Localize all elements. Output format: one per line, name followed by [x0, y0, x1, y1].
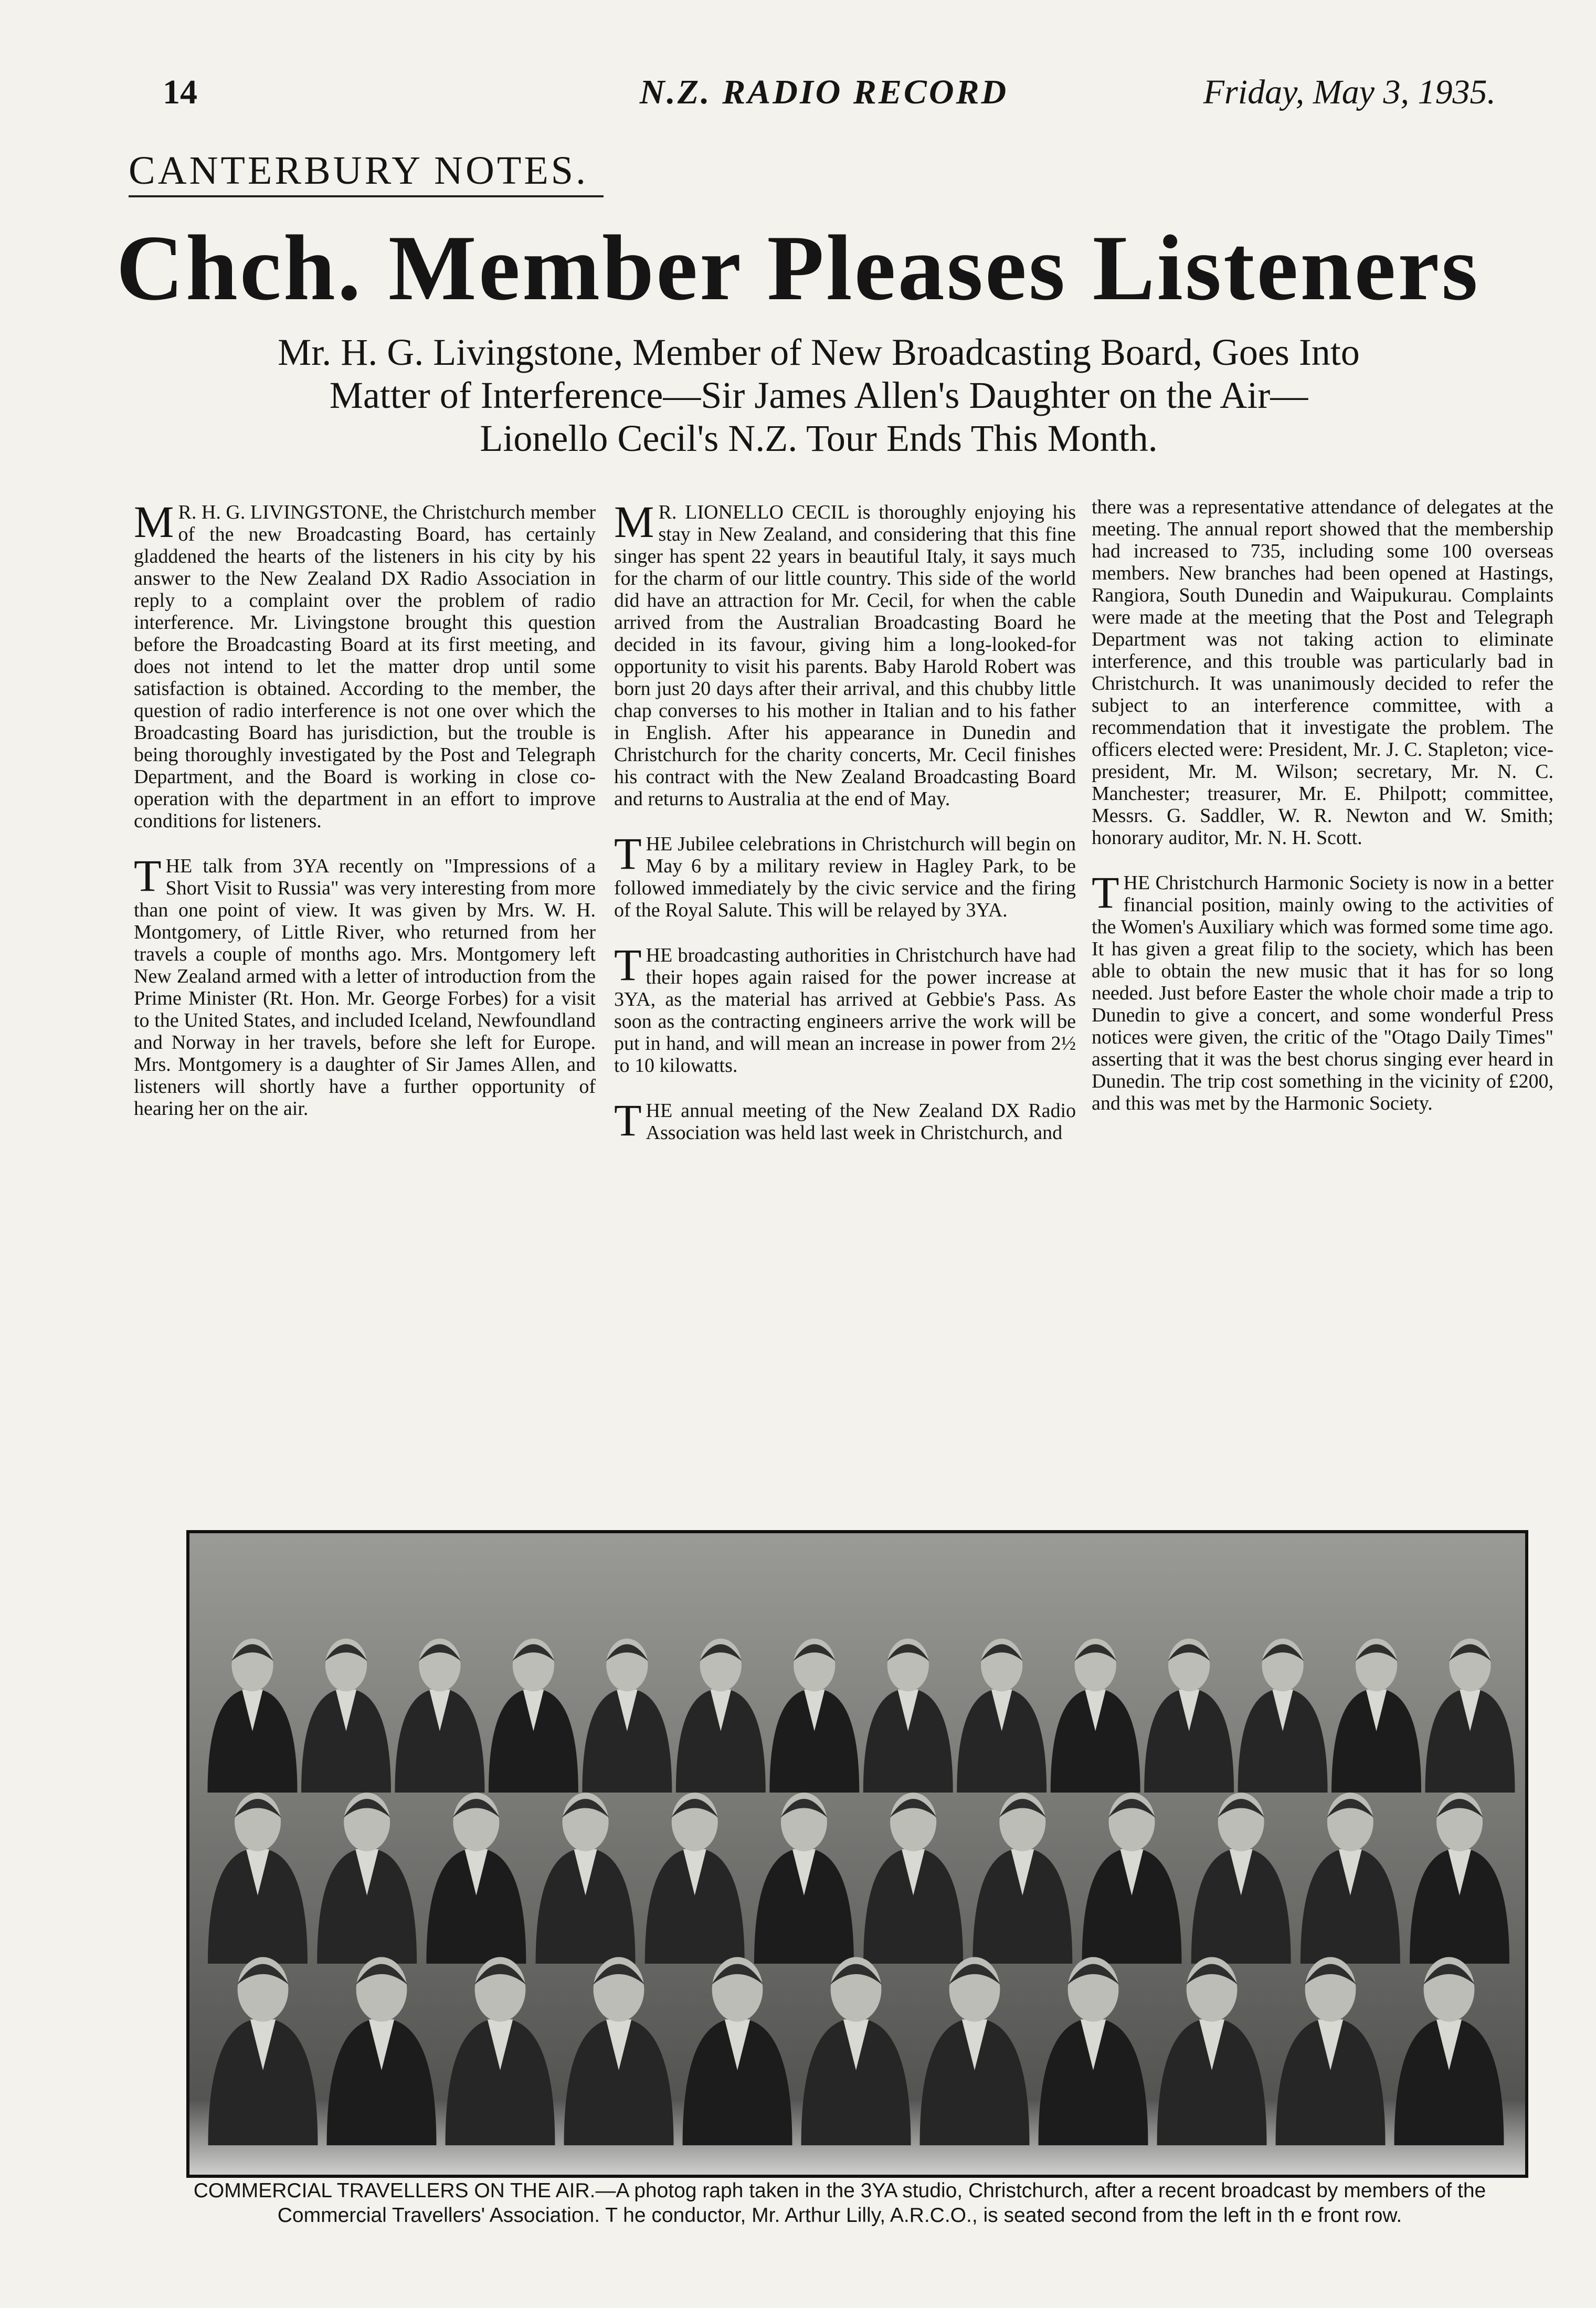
article-text: R. LIONELLO CECIL is thoroughly enjoying his stay in New Zealand, and considering that this fine singer has spent 22 years in beautiful Italy, it says much for the charm of our little country. This side of the world did have an attraction for Mr. Cecil, for when the cable arrived from the Australian Broadcasting Board he decided in its favour, giving him a long-looked-for opportunity to visit his parents. Baby Harold Robert was born just 20 days after their arrival, and this chubby little chap converses to his mother in Italian and to his father in English. After his appearance in Dunedin and Christchurch for the charity concerts, Mr. Cecil finishes his contract with the New Zealand Broadcasting Board and returns to Australia at the end of May. [614, 501, 1076, 810]
drop-cap: T [134, 850, 162, 901]
publication-name: N.Z. RADIO RECORD [639, 73, 1009, 111]
article-text: HE Jubilee celebrations in Christchurch will begin on May 6 by a military review in Hagley Park, to be followed immediately by the civic service and the firing of the Royal Salute. This will be relayed by 3YA. [614, 833, 1076, 921]
article-text: HE Christchurch Harmonic Society is now in a better financial position, mainly owing to the activities of the Women's Auxiliary which was formed some time ago. It has given a great filip to the society, which has been able to obtain the new music that it has for so long needed. Just before Easter the whole choir made a trip to Dunedin to give a concert, and some wonderful Press notices were given, the critic of the "Otago Daily Times" asserting that it was the best chorus singing ever heard in Dunedin. The trip cost something in the vicinity of £200, and this was met by the Harmonic Society. [1092, 872, 1553, 1114]
article-dx-meeting-continued [1092, 496, 1553, 849]
article-harmonic-society [1092, 867, 1553, 1114]
subheadline [126, 331, 1512, 460]
article-livingstone [134, 497, 596, 832]
article-text: HE annual meeting of the New Zealand DX Radio Association was held last week in Christchurch, and [646, 1100, 1076, 1144]
drop-cap: M [134, 497, 174, 547]
headline: Chch. Member Pleases Listeners [116, 216, 1480, 320]
issue-date: Friday, May 3, 1935. [1203, 73, 1496, 111]
drop-cap: T [1092, 867, 1119, 918]
drop-cap: M [614, 497, 654, 547]
column-2 [614, 497, 1076, 1167]
article-text: HE talk from 3YA recently on "Impressions of a Short Visit to Russia" was very interesting from more than one point of view. It was given by Mrs. W. H. Montgomery, of Little River, who returned from her travels a couple of months ago. Mrs. Montgomery left New Zealand armed with a letter of introduction from the Prime Minister (Rt. Hon. Mr. George Forbes) for a visit to the United States, and included Iceland, Newfoundland and Norway in her travels, before she left for Europe. Mrs. Montgomery is a daughter of Sir James Allen, and listeners will shortly have a further opportunity of hearing her on the air. [134, 855, 596, 1120]
drop-cap: T [614, 1095, 642, 1145]
article-russia-talk [134, 850, 596, 1120]
subhead-line: Mr. H. G. Livingstone, Member of New Broadcasting Board, Goes Into [278, 331, 1360, 373]
column-3 [1092, 496, 1553, 1137]
subhead-line: Matter of Interference—Sir James Allen's Daughter on the Air— [329, 374, 1308, 416]
page-number: 14 [163, 73, 197, 111]
subhead-line: Lionello Cecil's N.Z. Tour Ends This Month. [480, 417, 1158, 459]
article-cecil [614, 497, 1076, 810]
drop-cap: T [614, 940, 642, 990]
article-dx-meeting [614, 1095, 1076, 1145]
group-photograph [186, 1530, 1528, 2178]
drop-cap: T [614, 828, 642, 879]
group-photo-illustration [189, 1533, 1525, 2175]
section-title: CANTERBURY NOTES. [129, 149, 589, 193]
photo-caption: COMMERCIAL TRAVELLERS ON THE AIR.—A photog raph taken in the 3YA studio, Christchurch, after a recent broadcast by members of the Commercial Travellers' Association. T he conductor, Mr. Arthur Lilly, A.R.C.O., is seated second from the left in th e front row. [193, 2179, 1486, 2227]
article-jubilee [614, 828, 1076, 921]
page-header [152, 72, 1496, 120]
article-text: there was a representative attendance of delegates at the meeting. The annual report showed that the membership had increased to 735, including some 100 overseas members. New branches had been opened at Hastings, Rangiora, South Dunedin and Waipukurau. Complaints were made at the meeting that the Post and Telegraph Department was not taking action to eliminate interference, and this trouble was particularly bad in Christchurch. It was unanimously decided to refer the subject to an interference committee, with a recommendation that it investigate the problem. The officers elected were: President, Mr. J. C. Stapleton; vice-president, Mr. M. Wilson; secretary, Mr. N. C. Manchester; treasurer, Mr. E. Philpott; committee, Messrs. G. Saddler, W. R. Newton and W. Smith; honorary auditor, Mr. N. H. Scott. [1092, 496, 1553, 849]
article-power-increase [614, 940, 1076, 1077]
article-text: HE broadcasting authorities in Christchurch have had their hopes again raised for the power increase at 3YA, as the material has arrived at Gebbie's Pass. As soon as the contracting engineers arrive the work will be put in hand, and will mean an increase in power from 2½ to 10 kilowatts. [614, 944, 1076, 1077]
column-1 [134, 497, 596, 1143]
section-rule [129, 195, 604, 197]
article-text: R. H. G. LIVINGSTONE, the Christchurch member of the new Broadcasting Board, has certainly gladdened the hearts of the listeners in his city by his answer to the New Zealand DX Radio Association in reply to a complaint over the problem of radio interference. Mr. Livingstone brought this question before the Broadcasting Board at its first meeting, and does not intend to let the matter drop until some satisfaction is obtained. According to the member, the question of radio interference is not one over which the Broadcasting Board has jurisdiction, but the trouble is being thoroughly investigated by the Post and Telegraph Department, and the Board is working in close co-operation with the department in an effort to improve conditions for listeners. [134, 501, 596, 832]
